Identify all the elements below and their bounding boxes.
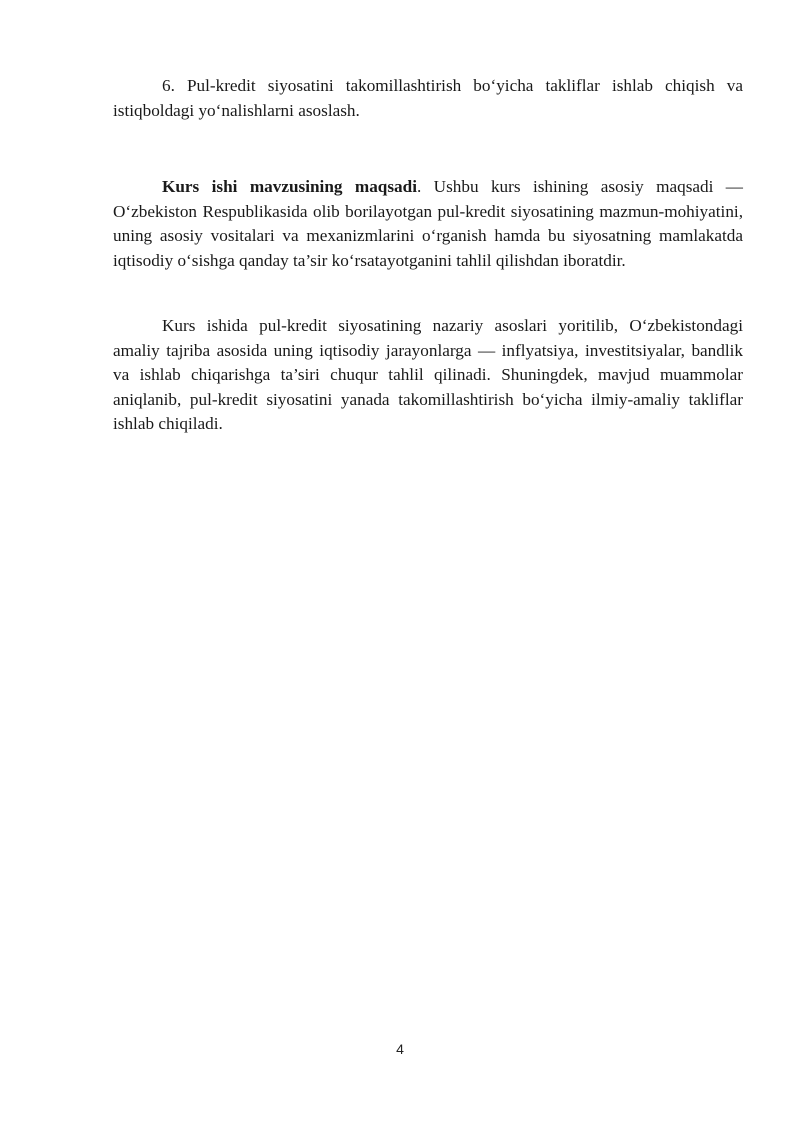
purpose-heading: Kurs ishi mavzusining maqsadi: [162, 177, 417, 196]
purpose-body: . Ushbu kurs ishining asosiy maqsadi — O‘zbekiston Respublikasida olib borilayotgan pul-kredit siyosatining mazmun-mohiyatini, uning asosiy vositalari va mexanizmlarini o‘rganish hamda bu siyosatning mamlakatda iqtisodiy o‘sishga qanday ta’sir ko‘rsatayotganini tahlil qilishdan iboratdir.: [113, 177, 743, 270]
paragraph-purpose: [113, 175, 743, 273]
document-page: [113, 0, 743, 1131]
paragraph-scope: Kurs ishida pul-kredit siyosatining nazariy asoslari yoritilib, O‘zbekistondagi amaliy tajriba asosida uning iqtisodiy jarayonlarga — inflyatsiya, investitsiyalar, bandlik va ishlab chiqarishga ta’siri chuqur tahlil qilinadi. Shuningdek, mavjud muammolar aniqlanib, pul-kredit siyosatini yanada takomillashtirish bo‘yicha ilmiy-amaliy takliflar ishlab chiqiladi.: [113, 316, 743, 433]
paragraph-list-item-6: 6. Pul-kredit siyosatini takomillashtirish bo‘yicha takliflar ishlab chiqish va istiqboldagi yo‘nalishlarni asoslash.: [113, 76, 743, 120]
page-number: 4: [396, 1041, 404, 1057]
